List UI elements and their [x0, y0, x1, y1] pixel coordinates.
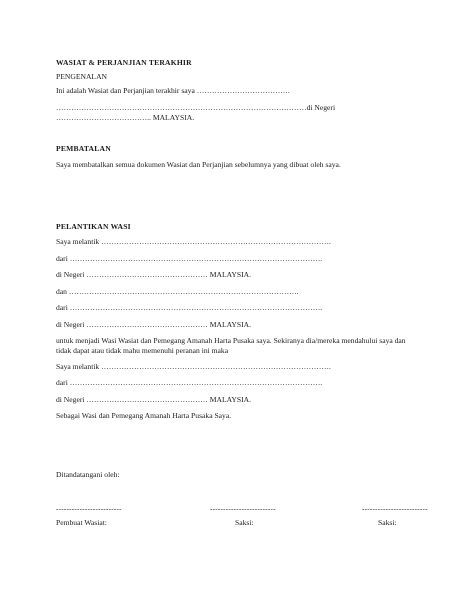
signature-line-saksi-2: -------------------------: [362, 505, 428, 513]
pembatalan-text: Saya membatalkan semua dokumen Wasiat dan Perjanjian sebelumnya yang dibuat oleh saya.: [56, 160, 341, 169]
pelantikan-line: di Negeri ………………………………………… MALAYSIA.: [56, 320, 252, 329]
signature-line-saksi-1: -------------------------: [210, 505, 276, 513]
pelantikan-line: dari ……………………………………………………………………………………….: [56, 303, 323, 312]
signature-intro: Ditandatangani oleh:: [56, 470, 120, 479]
pengenalan-heading: PENGENALAN: [56, 72, 108, 81]
pelantikan-line: dari ……………………………………………………………………………………….: [56, 378, 323, 387]
pelantikan-line: di Negeri ………………………………………… MALAYSIA.: [56, 270, 252, 279]
pelantikan-closing: Sebagai Wasi dan Pemegang Amanah Harta Pusaka Saya.: [56, 411, 232, 420]
pelantikan-line: Saya melantik ……………………………………………………………………………….: [56, 362, 331, 371]
pelantikan-paragraph-line-1: untuk menjadi Wasi Wasiat dan Pemegang Amanah Harta Pusaka saya. Sekiranya dia/mereka mendahului saya dan: [56, 336, 406, 345]
pembatalan-heading: PEMBATALAN: [56, 144, 111, 153]
pelantikan-line: dari ……………………………………………………………………………………….: [56, 254, 323, 263]
pelantikan-line: dan ……………………………………………………………………………….: [56, 287, 299, 296]
pengenalan-line-1: Ini adalah Wasiat dan Perjanjian terakhir saya ……………………………….: [56, 86, 290, 95]
signature-label-saksi-1: Saksi:: [235, 518, 254, 527]
signature-label-saksi-2: Saksi:: [378, 518, 397, 527]
pelantikan-paragraph-line-2: tidak dapat atau tidak mahu memenuhi peranan ini maka: [56, 346, 229, 355]
document-title: WASIAT & PERJANJIAN TERAKHIR: [56, 58, 192, 67]
pengenalan-line-2: ………………………………………………………………………………………di Negeri: [56, 103, 336, 112]
pengenalan-line-3: ……………………………….. MALAYSIA.: [56, 113, 195, 122]
signature-line-pembuat: -------------------------: [56, 505, 122, 513]
signature-label-pembuat: Pembuat Wasiat:: [56, 518, 107, 527]
pelantikan-heading: PELANTIKAN WASI: [56, 222, 131, 231]
pelantikan-line: di Negeri ………………………………………… MALAYSIA.: [56, 395, 252, 404]
pelantikan-line: Saya melantik ……………………………………………………………………………….: [56, 237, 331, 246]
